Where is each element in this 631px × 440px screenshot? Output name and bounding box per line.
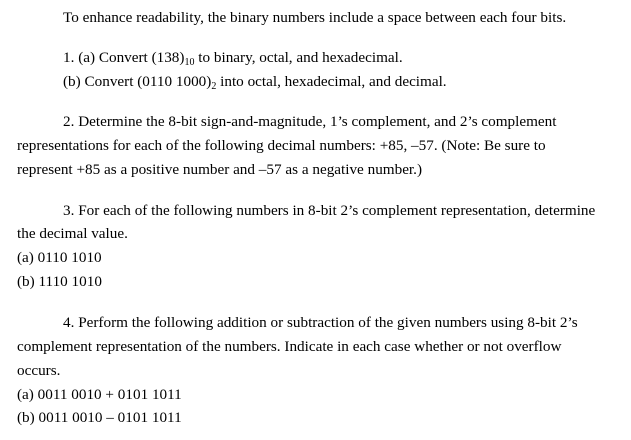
- question-4-line-2: complement representation of the numbers. Indicate in each case whether or not overflow: [17, 338, 562, 355]
- question-4-line-1: 4. Perform the following addition or subtraction of the given numbers using 8-bit 2’s: [63, 314, 578, 331]
- q1b-subscript: 2: [211, 81, 217, 92]
- q1a-prefix: 1. (a) Convert (138): [63, 49, 185, 66]
- question-3-line-2: the decimal value.: [17, 225, 128, 242]
- q1a-subscript: 10: [184, 57, 195, 68]
- question-4b: (b) 0011 0010 – 0101 1011: [17, 409, 182, 426]
- q1b-prefix: (b) Convert (0110 1000): [63, 73, 212, 90]
- question-3b: (b) 1110 1010: [17, 273, 102, 290]
- intro-text: To enhance readability, the binary numbers include a space between each four bits.: [63, 9, 567, 26]
- question-2-line-1: 2. Determine the 8-bit sign-and-magnitude, 1’s complement, and 2’s complement: [63, 113, 557, 130]
- question-1b: [63, 72, 447, 92]
- question-4a: (a) 0011 0010 + 0101 1011: [17, 386, 182, 403]
- question-2-line-2: representations for each of the following decimal numbers: +85, –57. (Note: Be sure to: [17, 137, 546, 154]
- question-3a: (a) 0110 1010: [17, 249, 102, 266]
- q1b-suffix: into octal, hexadecimal, and decimal.: [216, 73, 447, 90]
- q1a-suffix: to binary, octal, and hexadecimal.: [194, 49, 403, 66]
- question-2-line-3: represent +85 as a positive number and –57 as a negative number.): [17, 161, 423, 178]
- question-1a: [63, 48, 403, 68]
- question-3-line-1: 3. For each of the following numbers in 8-bit 2’s complement representation, determine: [63, 202, 596, 219]
- question-4-line-3: occurs.: [17, 362, 61, 379]
